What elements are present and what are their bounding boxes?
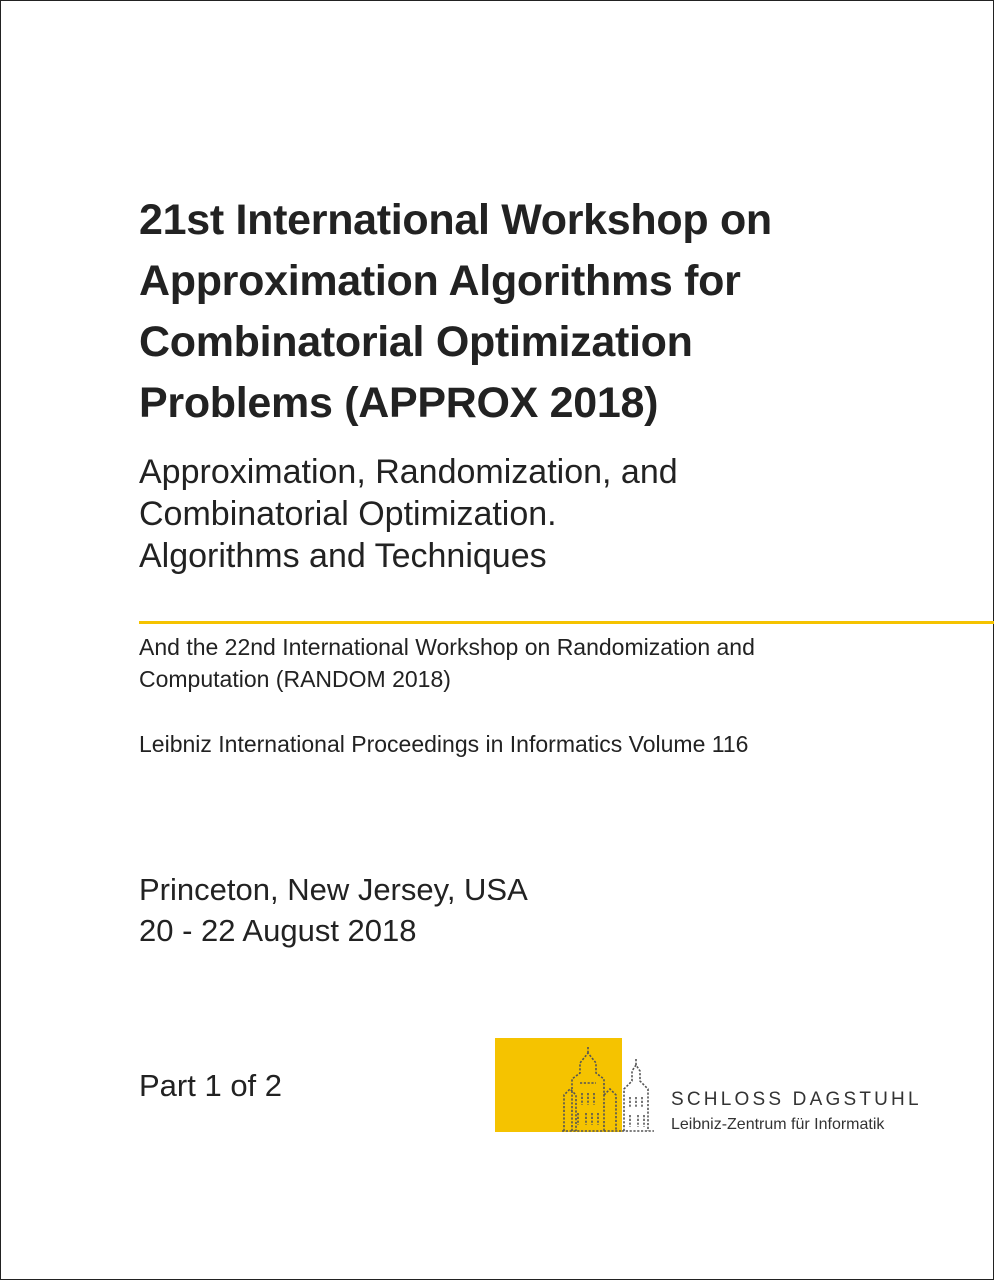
companion-line: Computation (RANDOM 2018) [139,666,451,692]
subtitle-line: Combinatorial Optimization. [139,495,557,533]
book-title [139,190,939,434]
location-line: Princeton, New Jersey, USA [139,872,528,907]
title-line: 21st International Workshop on [139,196,772,244]
publisher-name: SCHLOSS DAGSTUHL [671,1089,922,1110]
title-line: Problems (APPROX 2018) [139,379,659,427]
date-line: 20 - 22 August 2018 [139,913,417,948]
castle-icon [558,1043,658,1135]
companion-line: And the 22nd International Workshop on Randomization and [139,634,755,660]
series-volume: Leibniz International Proceedings in Informatics Volume 116 [139,731,749,757]
subtitle-line: Approximation, Randomization, and [139,453,678,491]
part-label: Part 1 of 2 [139,1068,283,1103]
subtitle-line: Algorithms and Techniques [139,537,547,575]
book-subtitle [139,451,939,577]
title-line: Combinatorial Optimization [139,318,693,366]
location-dates [139,869,528,951]
companion-workshop [139,631,959,695]
title-line: Approximation Algorithms for [139,257,741,305]
yellow-divider [139,621,994,624]
publisher-subtitle: Leibniz-Zentrum für Informatik [671,1116,885,1133]
